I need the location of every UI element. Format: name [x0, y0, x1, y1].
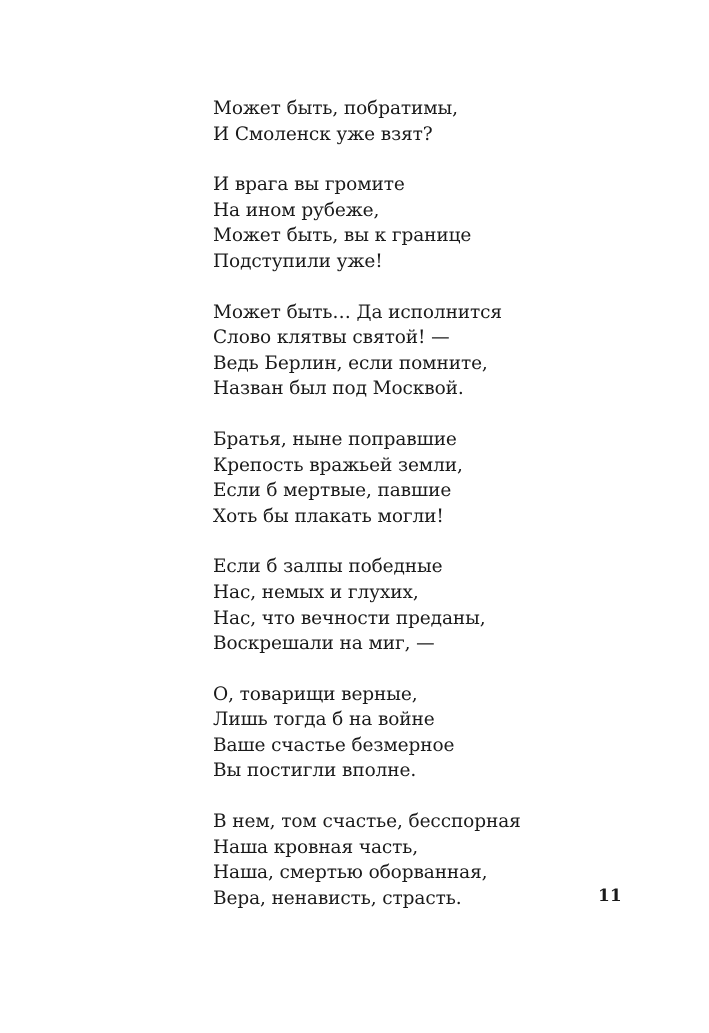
page-number: 11 — [598, 886, 622, 906]
stanza-5 — [213, 554, 593, 656]
poem-text — [213, 96, 593, 936]
poem-line: Братья, ныне поправшие — [213, 428, 457, 450]
poem-line: Вера, ненависть, страсть. — [213, 887, 462, 909]
poem-line: На ином рубеже, — [213, 199, 380, 221]
poem-line: Может быть, вы к границе — [213, 225, 472, 247]
poem-line: Ведь Берлин, если помните, — [213, 352, 488, 374]
poem-line: Подступили уже! — [213, 250, 383, 272]
poem-line: Если б мертвые, павшие — [213, 480, 452, 502]
stanza-1 — [213, 96, 593, 147]
poem-line: Воскрешали на миг, — — [213, 633, 435, 655]
poem-line: Крепость вражьей земли, — [213, 454, 463, 476]
poem-line: Может быть, побратимы, — [213, 98, 458, 119]
poem-line: Хоть бы плакать могли! — [213, 505, 444, 527]
stanza-6 — [213, 682, 593, 784]
stanza-3 — [213, 300, 593, 402]
poem-line: Нас, немых и глухих, — [213, 581, 419, 603]
poem-line: Может быть… Да исполнится — [213, 301, 503, 323]
stanza-7 — [213, 809, 593, 911]
poem-line: Назван был под Москвой. — [213, 378, 464, 400]
poem-line: О, товарищи верные, — [213, 683, 418, 705]
poem-line: И Смоленск уже взят? — [213, 123, 433, 145]
poem-line: Ваше счастье безмерное — [213, 734, 455, 756]
poem-line: В нем, том счастье, бесспорная — [213, 811, 521, 833]
stanza-2 — [213, 172, 593, 274]
stanza-4 — [213, 427, 593, 529]
poem-line: Наша, смертью оборванная, — [213, 862, 488, 884]
poem-line: Лишь тогда б на войне — [213, 709, 435, 731]
poem-line: Если б залпы победные — [213, 556, 443, 578]
poem-line: Вы постигли вполне. — [213, 760, 417, 782]
poem-line: И врага вы громите — [213, 174, 405, 196]
poem-line: Наша кровная часть, — [213, 836, 419, 858]
poem-line: Слово клятвы святой! — — [213, 327, 450, 349]
poem-line: Нас, что вечности преданы, — [213, 607, 486, 629]
